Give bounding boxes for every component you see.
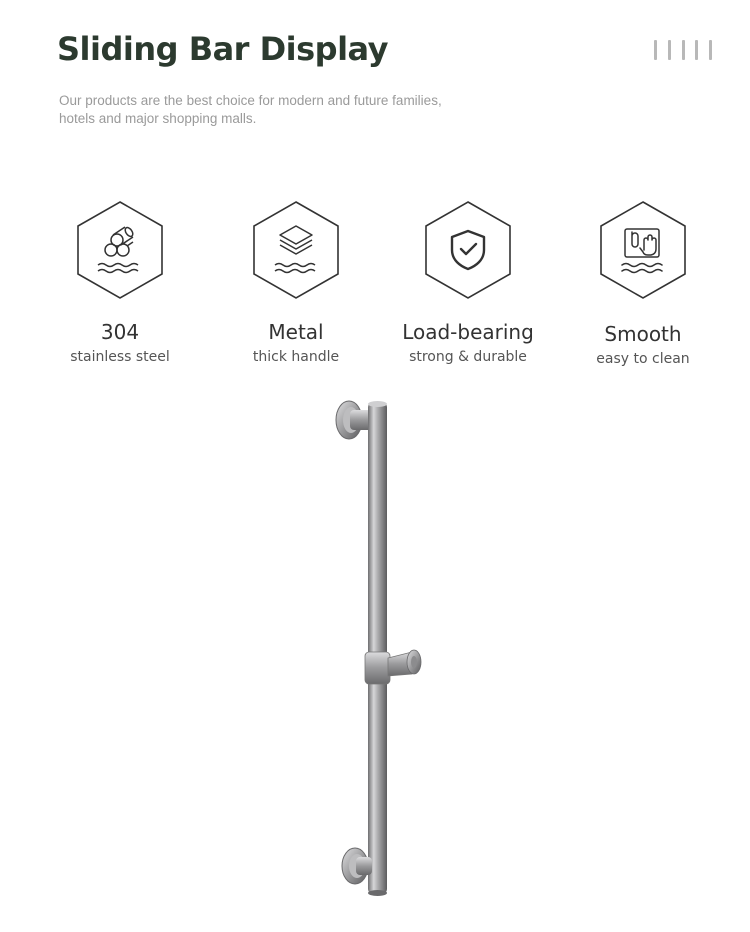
subtitle-line-2: hotels and major shopping malls.	[59, 111, 257, 126]
feature-title: Smooth	[604, 322, 682, 346]
hand-wipe-icon	[598, 200, 688, 300]
feature-load-bearing	[393, 200, 543, 365]
sliding-bar-image	[320, 390, 440, 905]
deco-bar	[668, 40, 671, 60]
feature-title: Load-bearing	[402, 320, 534, 344]
deco-bar	[682, 40, 685, 60]
feature-title: 304	[100, 320, 140, 344]
feature-title: Metal	[268, 320, 324, 344]
subtitle-line-1: Our products are the best choice for modern and future families,	[59, 93, 442, 108]
shield-check-icon	[423, 200, 513, 300]
feature-subtitle: strong & durable	[409, 349, 527, 365]
feature-smooth	[568, 200, 718, 367]
page-title: Sliding Bar Display	[57, 30, 389, 68]
bottom-wall-bracket	[342, 848, 372, 884]
feature-subtitle: stainless steel	[70, 349, 170, 365]
feature-stainless-steel	[45, 200, 195, 365]
deco-bar	[695, 40, 698, 60]
feature-subtitle: easy to clean	[596, 351, 690, 367]
deco-bar	[654, 40, 657, 60]
steel-rods-icon	[75, 200, 165, 300]
shower-head-holder	[365, 650, 421, 684]
slide-rod	[368, 402, 387, 894]
feature-metal	[221, 200, 371, 365]
top-wall-bracket	[336, 401, 372, 439]
deco-bar	[709, 40, 712, 60]
decorative-bars	[654, 40, 712, 60]
page-subtitle	[59, 92, 442, 128]
feature-subtitle: thick handle	[252, 349, 340, 365]
layers-icon	[251, 200, 341, 300]
